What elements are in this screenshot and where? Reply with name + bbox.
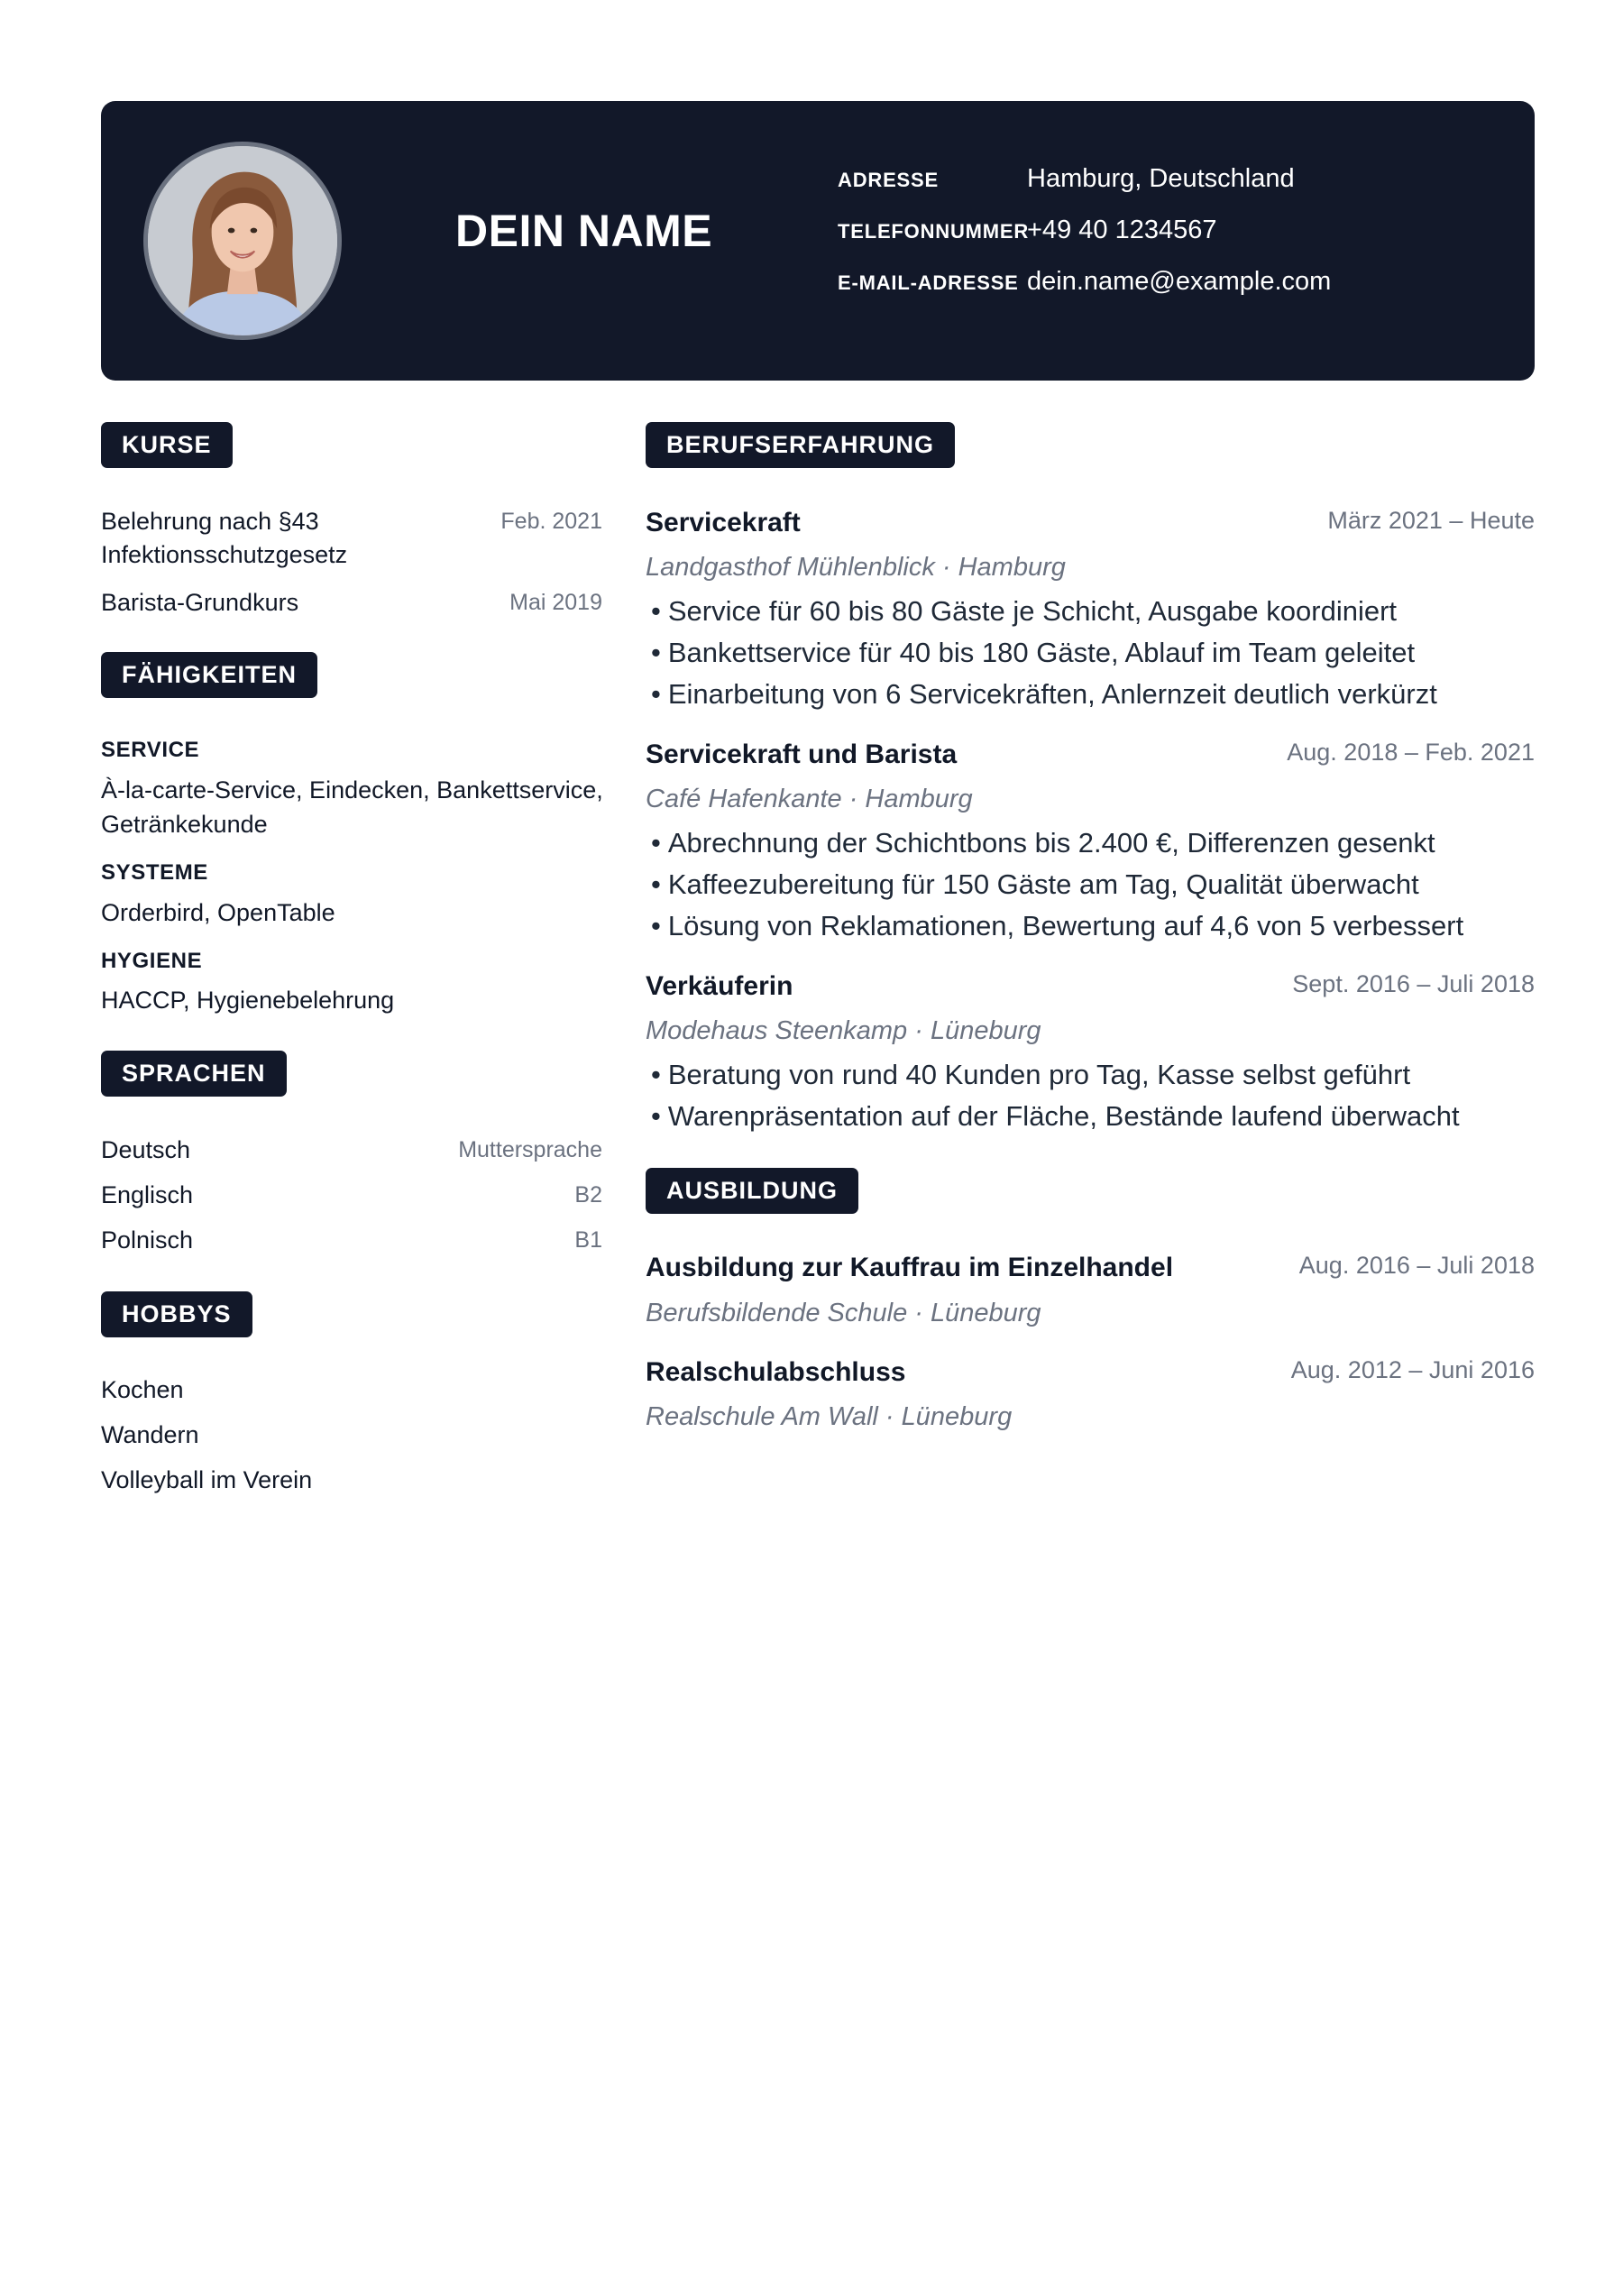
contact-label: ADRESSE: [838, 169, 939, 191]
course-name: Belehrung nach §43 Infektionsschutzgesetz: [101, 508, 348, 568]
hobby-item: Volleyball im Verein: [101, 1466, 313, 1493]
language-level: Muttersprache: [458, 1137, 602, 1162]
language-item: [101, 1224, 602, 1257]
job-title: Servicekraft und Barista: [646, 739, 958, 769]
avatar: [143, 142, 342, 340]
job-bullets: [651, 591, 1463, 715]
contact-label: E-MAIL-ADRESSE: [838, 271, 1019, 294]
skill-items: Orderbird, OpenTable: [101, 899, 335, 926]
education-date: Aug. 2016 – Juli 2018: [1298, 1252, 1535, 1279]
email-value: dein.name@example.com: [1027, 267, 1332, 296]
job-company: Café Hafenkante · Hamburg: [646, 785, 973, 813]
contact-email-row: [838, 267, 1331, 318]
education-title: Realschulabschluss: [646, 1357, 906, 1387]
portrait-photo: [148, 146, 337, 335]
section-title-languages: SPRACHEN: [101, 1051, 287, 1097]
education-school: Realschule Am Wall · Lüneburg: [646, 1402, 1013, 1431]
bullet-item: • Kaffeezubereitung für 150 Gäste am Tag, Qualität überwacht: [651, 864, 1463, 905]
job-title: Verkäuferin: [646, 971, 793, 1001]
skill-items: À-la-carte-Service, Eindecken, Bankettservice, Getränkekunde: [101, 776, 603, 838]
skill-category: SERVICE: [101, 738, 200, 762]
skill-category: HYGIENE: [101, 949, 203, 973]
job-title: Servicekraft: [646, 508, 801, 537]
bullet-item: • Service für 60 bis 80 Gäste je Schicht, Ausgabe koordiniert: [651, 591, 1463, 632]
course-date: Mai 2019: [509, 590, 602, 615]
language-name: Deutsch: [101, 1136, 191, 1163]
section-title-experience: BERUFSERFAHRUNG: [646, 422, 955, 468]
language-name: Polnisch: [101, 1226, 194, 1254]
job-date: Sept. 2016 – Juli 2018: [1292, 970, 1535, 997]
bullet-item: • Bankettservice für 40 bis 180 Gäste, Ablauf im Team geleitet: [651, 632, 1463, 674]
section-title-education: AUSBILDUNG: [646, 1168, 858, 1214]
skill-items: HACCP, Hygienebelehrung: [101, 987, 395, 1014]
contact-info: [838, 164, 1331, 318]
bullet-item: • Lösung von Reklamationen, Bewertung auf 4,6 von 5 verbessert: [651, 905, 1463, 947]
candidate-name: DEIN NAME: [455, 206, 713, 256]
contact-address-row: [838, 164, 1331, 216]
hobby-item: Kochen: [101, 1376, 184, 1403]
bullet-item: • Warenpräsentation auf der Fläche, Bestände laufend überwacht: [651, 1096, 1463, 1137]
resume-header: [101, 101, 1535, 381]
language-level: B2: [574, 1182, 602, 1208]
contact-label: TELEFONNUMMER: [838, 220, 1030, 243]
job-bullets: [651, 822, 1463, 947]
job-company: Landgasthof Mühlenblick · Hamburg: [646, 553, 1066, 582]
language-level: B1: [574, 1227, 602, 1253]
bullet-item: • Abrechnung der Schichtbons bis 2.400 €, Differenzen gesenkt: [651, 822, 1463, 864]
job-company: Modehaus Steenkamp · Lüneburg: [646, 1016, 1041, 1045]
section-title-courses: KURSE: [101, 422, 233, 468]
section-title-hobbies: HOBBYS: [101, 1291, 252, 1337]
language-item: [101, 1179, 602, 1212]
skill-category: SYSTEME: [101, 860, 208, 885]
course-item: [101, 586, 602, 620]
phone-value: +49 40 1234567: [1027, 216, 1217, 244]
job-date: März 2021 – Heute: [1327, 507, 1535, 534]
course-item: [101, 505, 602, 572]
contact-phone-row: [838, 216, 1331, 267]
language-name: Englisch: [101, 1181, 194, 1208]
education-title: Ausbildung zur Kauffrau im Einzelhandel: [646, 1253, 1174, 1282]
hobby-item: Wandern: [101, 1421, 199, 1448]
job-bullets: [651, 1054, 1463, 1137]
language-item: [101, 1134, 602, 1167]
section-title-skills: FÄHIGKEITEN: [101, 652, 317, 698]
address-value: Hamburg, Deutschland: [1027, 164, 1295, 193]
education-school: Berufsbildende Schule · Lüneburg: [646, 1299, 1041, 1327]
bullet-item: • Beratung von rund 40 Kunden pro Tag, Kasse selbst geführt: [651, 1054, 1463, 1096]
job-date: Aug. 2018 – Feb. 2021: [1287, 739, 1535, 766]
bullet-item: • Einarbeitung von 6 Servicekräften, Anlernzeit deutlich verkürzt: [651, 674, 1463, 715]
education-date: Aug. 2012 – Juni 2016: [1290, 1356, 1535, 1383]
course-date: Feb. 2021: [500, 509, 602, 534]
course-name: Barista-Grundkurs: [101, 589, 299, 616]
